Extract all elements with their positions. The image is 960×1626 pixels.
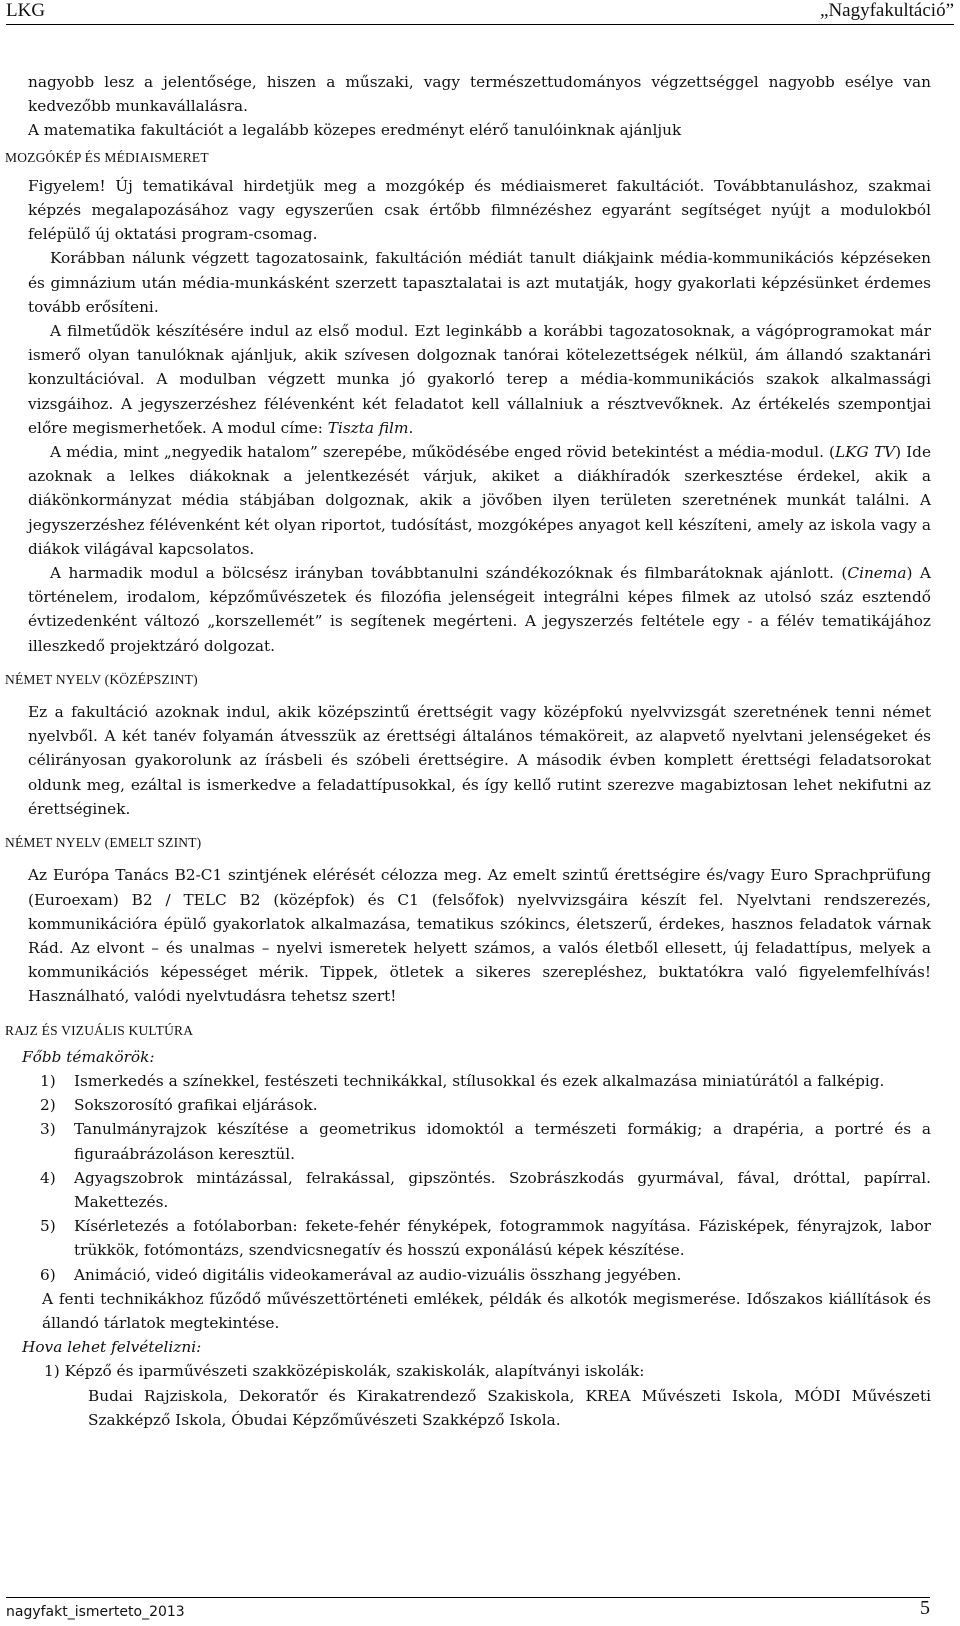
topics-list <box>28 1069 931 1287</box>
header-right: „Nagyfakultáció” <box>820 0 954 21</box>
page-header <box>6 0 954 25</box>
media-paragraph-4: A média, mint „negyedik hatalom” szerepébe, működésébe enged rövid betekintést a média-modul. (LKG TV) Ide azoknak a lelkes diákoknak a jelentkezését várjuk, akiket a diákhíradók szerkesztése érdekel, akik a diákönkormányzat média stábjában dolgoznak, akik a jövőben ilyen területen szeretnének munkát találni. A jegyszerzéshez félévenként két olyan riportot, tudósítást, mozgóképes anyagot kell készíteni, amely az iskola vagy a diákok világával kapcsolatos. <box>28 443 932 558</box>
list-item: 4) Agyagszobrok mintázással, felrakással, gipszöntés. Szobrászkodás gyurmával, fával, dróttal, papírral. Makettezés. <box>40 1168 931 1211</box>
rajz-closing-paragraph: A fenti technikákhoz fűződő művészettörténeti emlékek, példák és alkotók megismerése. Időszakos kiállítások és állandó tárlatok megtekintése. <box>42 1289 931 1332</box>
header-left: LKG <box>6 0 46 21</box>
page-number: 5 <box>920 1597 930 1619</box>
media-paragraph-1: Figyelem! Új tematikával hirdetjük meg a mozgókép és médiaismeret fakultációt. Továbbtanuláshoz, szakmai képzés megalapozásához vagy egyszerűen csak értőbb filmnézéshez egyaránt segítséget nyújt a modulokból felépülő új oktatási program-csomag. <box>28 176 931 244</box>
list-item: 3) Tanulmányrajzok készítése a geometrikus idomoktól a természeti formákig; a drapéria, a portré és a figuraábrázoláson keresztül. <box>40 1120 931 1163</box>
page-content <box>5 70 932 1432</box>
module-title-tiszta-film: Tiszta film <box>327 418 409 437</box>
section-heading-nemet-emelt: NÉMET NYELV (EMELT SZINT) <box>5 835 202 851</box>
media-paragraph-5: A harmadik modul a bölcsész irányban továbbtanulni szándékozóknak és filmbarátoknak ajánlott. (Cinema) A történelem, irodalom, képzőművészetek és filozófia jelenségeit integrálni képes filmek az utolsó száz esztendő évtizedenként változó „korszellemét” is segítenek megérteni. A jegyszerzés feltétele egy - a félév tematikájához illeszkedő projektzáró dolgozat. <box>28 564 931 655</box>
module-title-cinema: Cinema <box>847 564 907 583</box>
footer-filename: nagyfakt_ismerteto_2013 <box>6 1604 185 1620</box>
list-item: 5) Kísérletezés a fotólaborban: fekete-fehér fényképek, fotogrammok nagyítása. Fázisképek, fényrajzok, labor trükkök, fotómontázs, szendvicsnegatív és hosszú exponálású képek készítése. <box>40 1217 931 1260</box>
media-paragraph-2: Korábban nálunk végzett tagozatosaink, fakultáción médiát tanult diákjaink média-kommunikációs képzéseken és gimnázium után média-munkásként szerzett tapasztalatai is azt mutatják, hogy gyakorlati képzésünket érdemes tovább erősíteni. <box>28 249 931 316</box>
section-heading-rajz: RAJZ ÉS VIZUÁLIS KULTÚRA <box>5 1022 194 1038</box>
media-paragraph-3: A filmetűdök készítésére indul az első modul. Ezt leginkább a korábbi tagozatosoknak, a vágóprogramokat már ismerő olyan tanulóknak ajánljuk, akik szívesen dolgoznak tanórai kötelezettségek nélkül, ám állandó szaktanári konzultációval. A modulban végzett munka jó gyakorló terep a média-kommunikációs szakok alkalmassági vizsgáihoz. A jegyszerzéshez félévenként két feladatot kell vállalniuk a résztvevőknek. Az értékelés szempontjai előre megismerhetőek. A modul címe: Tiszta film. <box>28 322 931 437</box>
list-item: 2) Sokszorosító grafikai eljárások. <box>40 1096 318 1115</box>
list-item: 1) Ismerkedés a színekkel, festészeti technikákkal, stílusokkal és ezek alkalmazása miniatúrától a falképig. <box>40 1071 885 1090</box>
list-item: 6) Animáció, videó digitális videokamerával az audio-vizuális összhang jegyében. <box>40 1265 682 1284</box>
schools-list: Budai Rajziskola, Dekoratőr és Kirakatrendező Szakiskola, KREA Művészeti Iskola, MÓDI Művészeti Szakképző Iskola, Óbudai Képzőművészeti Szakképző Iskola. <box>88 1386 931 1429</box>
intro-recommendation: A matematika fakultációt a legalább közepes eredményt elérő tanulóinknak ajánljuk <box>28 121 682 140</box>
module-title-lkg-tv: LKG TV <box>834 443 896 462</box>
topics-title: Főbb témakörök: <box>22 1047 155 1066</box>
schools-intro: 1) Képző és iparművészeti szakközépiskolák, szakiskolák, alapítványi iskolák: <box>44 1362 645 1381</box>
section-heading-nemet-kozep: NÉMET NYELV (KÖZÉPSZINT) <box>5 671 198 687</box>
section-heading-media: MOZGÓKÉP ÉS MÉDIAISMERET <box>5 149 209 165</box>
intro-paragraph: nagyobb lesz a jelentősége, hiszen a műszaki, vagy természettudományos végzettséggel nagyobb esélye van kedvezőbb munkavállalásra. <box>28 73 931 116</box>
page-footer <box>6 1597 930 1620</box>
admission-title: Hova lehet felvételizni: <box>22 1338 202 1357</box>
nemet-kozep-paragraph: Ez a fakultáció azoknak indul, akik középszintű érettségit vagy középfokú nyelvvizsgát szeretnének tenni német nyelvből. A két tanév folyamán átvesszük az érettségi általános témaköreit, az alapvető nyelvtani jelenségeket és célirányosan gyakorolunk az írásbeli és szóbeli érettségire. A második évben komplett érettségi feladatsorokat oldunk meg, ezáltal is ismerkedve a feladattípusokkal, és így kellő rutint szerezve magabiztosan lehet nekifutni az érettséginek. <box>28 703 931 818</box>
nemet-emelt-paragraph: Az Európa Tanács B2-C1 szintjének elérését célozza meg. Az emelt szintű érettségire és/vagy Euro Sprachprüfung (Euroexam) B2 / TELC B2 (középfok) és C1 (felsőfok) nyelvvizsgáira készít fel. Nyelvtani rendszerezés, kommunikációra épülő gyakorlatok alkalmazása, tematikus szókincs, életszerű, érdekes, hasznos feladatok várnak Rád. Az elvont – és unalmas – nyelvi ismeretek helyett számos, a valós életből ellesett, új feladattípus, melyek a kommunikációs képességet mérik. Tippek, ötletek a sikeres szerepléshez, buktatókra való figyelemfelhívás! Használható, valódi nyelvtudásra tehetsz szert! <box>28 866 931 1006</box>
